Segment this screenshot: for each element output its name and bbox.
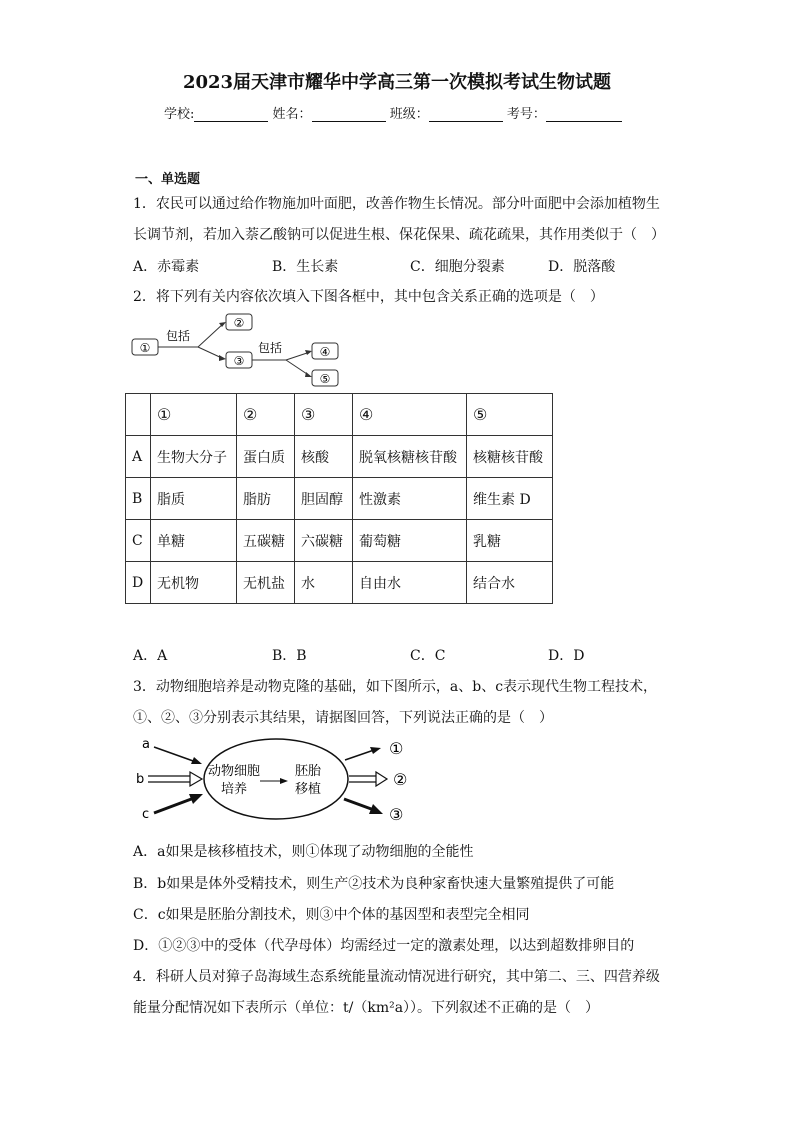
table-cell: 核糖核苷酸 bbox=[467, 436, 553, 478]
table-cell: 无机盐 bbox=[237, 562, 295, 604]
class-blank[interactable] bbox=[429, 107, 503, 122]
table-row bbox=[126, 520, 553, 562]
q2-option-c[interactable]: C．C bbox=[410, 648, 446, 664]
step-2-line1: 胚胎 bbox=[294, 764, 322, 779]
table-row bbox=[126, 562, 553, 604]
q1-option-a[interactable]: A．赤霉素 bbox=[133, 259, 200, 275]
table-row bbox=[126, 478, 553, 520]
table-cell: 自由水 bbox=[353, 562, 467, 604]
cloning-diagram bbox=[130, 733, 420, 829]
q3-option-d[interactable]: D．①②③中的受体（代孕母体）均需经过一定的激素处理，以达到超数排卵目的 bbox=[133, 938, 635, 954]
table-cell: C bbox=[126, 520, 151, 562]
result-1: ① bbox=[389, 739, 404, 758]
table-cell: 核酸 bbox=[295, 436, 353, 478]
table-cell: 五碳糖 bbox=[237, 520, 295, 562]
exam-no-label: 考号： bbox=[506, 107, 546, 122]
q4-stem-line2: 能量分配情况如下表所示（单位：t/（km²a））。下列叙述不正确的是（ ） bbox=[133, 1000, 600, 1016]
table-header-row bbox=[126, 394, 553, 436]
includes-label-2: 包括 bbox=[257, 341, 283, 355]
q2-option-a[interactable]: A．A bbox=[133, 648, 168, 664]
table-cell: 蛋白质 bbox=[237, 436, 295, 478]
table-cell: 脂肪 bbox=[237, 478, 295, 520]
table-cell: B bbox=[126, 478, 151, 520]
q2-stem: 2．将下列有关内容依次填入下图各框中，其中包含关系正确的选项是（ ） bbox=[133, 289, 604, 305]
table-cell: 脂质 bbox=[151, 478, 237, 520]
table-cell: 葡萄糖 bbox=[353, 520, 467, 562]
school-label: 学校: bbox=[164, 107, 195, 122]
table-cell: 生物大分子 bbox=[151, 436, 237, 478]
table-cell: A bbox=[126, 436, 151, 478]
step-2-line2: 移植 bbox=[294, 782, 322, 797]
result-2: ② bbox=[393, 770, 408, 789]
q3-option-c[interactable]: C．c如果是胚胎分割技术，则③中个体的基因型和表型完全相同 bbox=[133, 907, 530, 923]
table-cell: ③ bbox=[295, 394, 353, 436]
class-label: 班级： bbox=[389, 107, 429, 122]
table-cell: 乳糖 bbox=[467, 520, 553, 562]
result-3: ③ bbox=[389, 805, 404, 824]
name-label: 姓名： bbox=[272, 107, 312, 122]
box-4-label: ④ bbox=[319, 345, 331, 359]
q3-option-b[interactable]: B．b如果是体外受精技术，则生产②技术为良种家畜快速大量繁殖提供了可能 bbox=[133, 876, 615, 892]
q1-stem-line2: 长调节剂，若加入萘乙酸钠可以促进生根、保花保果、疏花疏果，其作用类似于（ ） bbox=[133, 227, 665, 243]
box-2-label: ② bbox=[233, 316, 245, 330]
table-cell: 水 bbox=[295, 562, 353, 604]
q1-option-c[interactable]: C．细胞分裂素 bbox=[410, 259, 505, 275]
q4-stem-line1: 4．科研人员对獐子岛海域生态系统能量流动情况进行研究，其中第二、三、四营养级 bbox=[133, 969, 660, 985]
table-cell: 脱氧核糖核苷酸 bbox=[353, 436, 467, 478]
q1-option-d[interactable]: D．脱落酸 bbox=[548, 259, 616, 275]
name-blank[interactable] bbox=[312, 107, 386, 122]
page-title: 2023届天津市耀华中学高三第一次模拟考试生物试题 bbox=[182, 72, 612, 93]
table-cell: 维生素 D bbox=[467, 478, 553, 520]
section-heading: 一、单选题 bbox=[135, 172, 201, 187]
box-1-label: ① bbox=[139, 341, 151, 355]
box-3-label: ③ bbox=[233, 354, 245, 368]
input-c-label: c bbox=[142, 807, 150, 822]
table-cell: D bbox=[126, 562, 151, 604]
table-cell: 单糖 bbox=[151, 520, 237, 562]
q1-stem-line1: 1．农民可以通过给作物施加叶面肥，改善作物生长情况。部分叶面肥中会添加植物生 bbox=[133, 196, 660, 212]
table-cell: 性激素 bbox=[353, 478, 467, 520]
table-cell: 六碳糖 bbox=[295, 520, 353, 562]
table-cell: ① bbox=[151, 394, 237, 436]
q3-stem-line1: 3．动物细胞培养是动物克隆的基础，如下图所示，a、b、c表示现代生物工程技术， bbox=[133, 679, 658, 695]
table-cell: 胆固醇 bbox=[295, 478, 353, 520]
exam-no-blank[interactable] bbox=[546, 107, 622, 122]
table-cell: ② bbox=[237, 394, 295, 436]
step-1-line1: 动物细胞 bbox=[207, 764, 261, 779]
process-ellipse bbox=[204, 739, 348, 819]
box-5-label: ⑤ bbox=[319, 372, 331, 386]
q2-option-b[interactable]: B．B bbox=[272, 648, 307, 664]
inclusion-diagram bbox=[128, 310, 348, 390]
q1-option-b[interactable]: B．生长素 bbox=[272, 259, 339, 275]
step-1-line2: 培养 bbox=[220, 782, 248, 797]
input-a-label: a bbox=[142, 737, 150, 752]
table-row bbox=[126, 436, 553, 478]
includes-label-1: 包括 bbox=[165, 329, 191, 343]
q3-option-a[interactable]: A．a如果是核移植技术，则①体现了动物细胞的全能性 bbox=[133, 844, 474, 860]
table-cell: ⑤ bbox=[467, 394, 553, 436]
table-cell: 结合水 bbox=[467, 562, 553, 604]
input-b-label: b bbox=[136, 772, 145, 787]
table-cell: 无机物 bbox=[151, 562, 237, 604]
school-blank[interactable] bbox=[194, 107, 268, 122]
q2-table bbox=[125, 393, 553, 604]
q3-stem-line2: ①、②、③分别表示其结果，请据图回答，下列说法正确的是（ ） bbox=[133, 710, 553, 726]
q2-option-d[interactable]: D．D bbox=[548, 648, 585, 664]
student-info-line bbox=[164, 103, 622, 122]
table-cell bbox=[126, 394, 151, 436]
table-cell: ④ bbox=[353, 394, 467, 436]
